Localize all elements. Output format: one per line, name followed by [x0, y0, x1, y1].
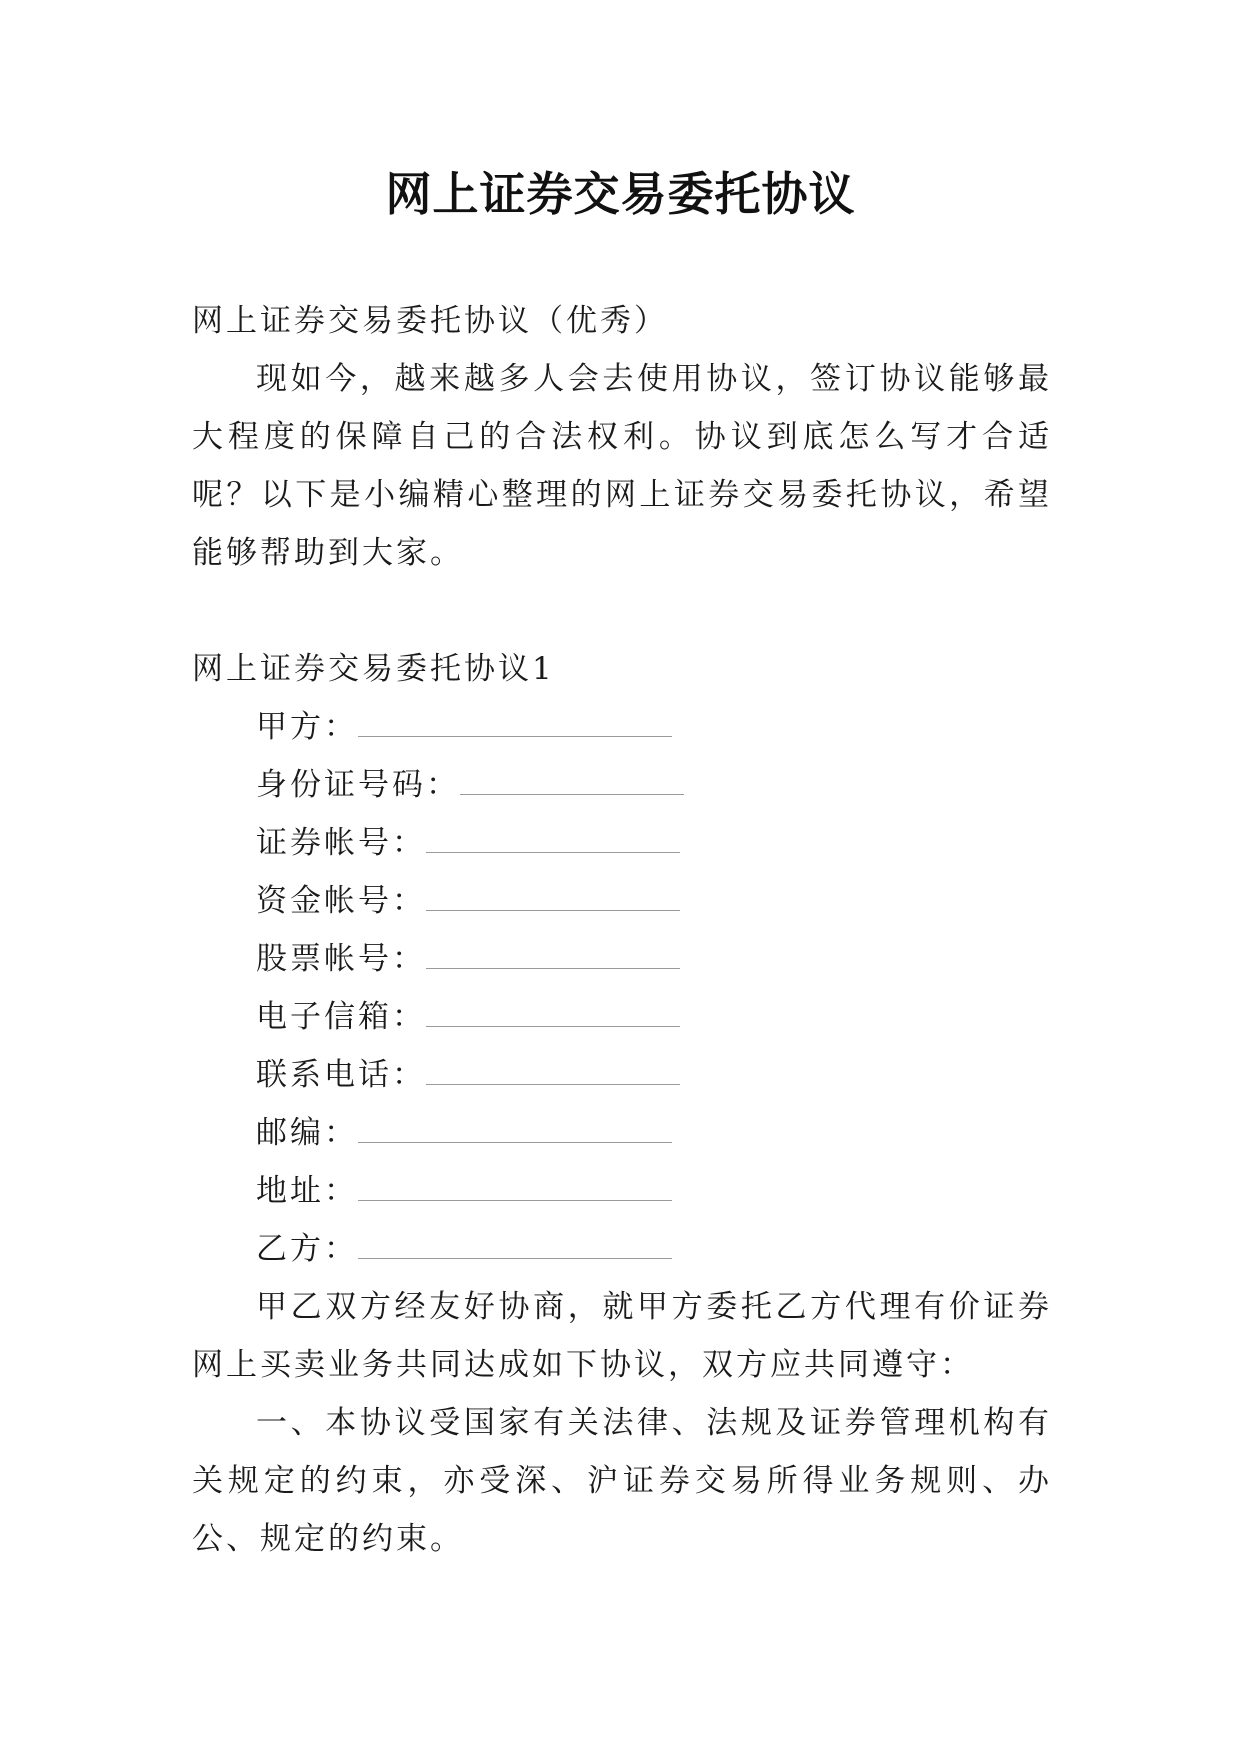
fill-in-blank	[358, 708, 672, 737]
field-fund-account	[192, 872, 1052, 930]
field-label: 联系电话：	[256, 1057, 426, 1093]
fill-in-blank	[426, 998, 680, 1027]
document-subtitle: 网上证券交易委托协议（优秀）	[192, 303, 668, 339]
field-postcode	[192, 1104, 1052, 1162]
field-label: 甲方：	[256, 709, 358, 745]
field-label: 邮编：	[256, 1115, 358, 1151]
field-label: 股票帐号：	[256, 941, 426, 977]
field-securities-account	[192, 814, 1052, 872]
field-stock-account	[192, 930, 1052, 988]
field-label: 乙方：	[256, 1231, 358, 1267]
document-body	[192, 292, 1052, 1568]
field-label: 地址：	[256, 1173, 358, 1209]
field-label: 身份证号码：	[256, 767, 460, 803]
fill-in-blank	[426, 882, 680, 911]
field-label: 资金帐号：	[256, 883, 426, 919]
fill-in-blank	[426, 824, 680, 853]
fill-in-blank	[460, 766, 684, 795]
document-title: 网上证券交易委托协议	[385, 167, 856, 221]
intro-paragraph: 现如今，越来越多人会去使用协议，签订协议能够最大程度的保障自己的合法权利。协议到底怎么写才合适呢？以下是小编精心整理的网上证券交易委托协议，希望能够帮助到大家。	[192, 361, 1052, 571]
spacer	[192, 582, 1052, 640]
fill-in-blank	[358, 1172, 672, 1201]
agreement-paragraph: 甲乙双方经友好协商，就甲方委托乙方代理有价证券网上买卖业务共同达成如下协议，双方应共同遵守：	[192, 1289, 1052, 1383]
field-id-number	[192, 756, 1052, 814]
clause-1-paragraph: 一、本协议受国家有关法律、法规及证券管理机构有关规定的约束，亦受深、沪证券交易所得业务规则、办公、规定的约束。	[192, 1405, 1052, 1557]
fill-in-blank	[358, 1114, 672, 1143]
section-heading: 网上证券交易委托协议1	[192, 651, 555, 687]
field-email	[192, 988, 1052, 1046]
fill-in-blank	[426, 940, 680, 969]
field-address	[192, 1162, 1052, 1220]
field-party-b	[192, 1220, 1052, 1278]
field-phone	[192, 1046, 1052, 1104]
field-party-a	[192, 698, 1052, 756]
field-label: 电子信箱：	[256, 999, 426, 1035]
fill-in-blank	[426, 1056, 680, 1085]
fill-in-blank	[358, 1230, 672, 1259]
field-label: 证券帐号：	[256, 825, 426, 861]
